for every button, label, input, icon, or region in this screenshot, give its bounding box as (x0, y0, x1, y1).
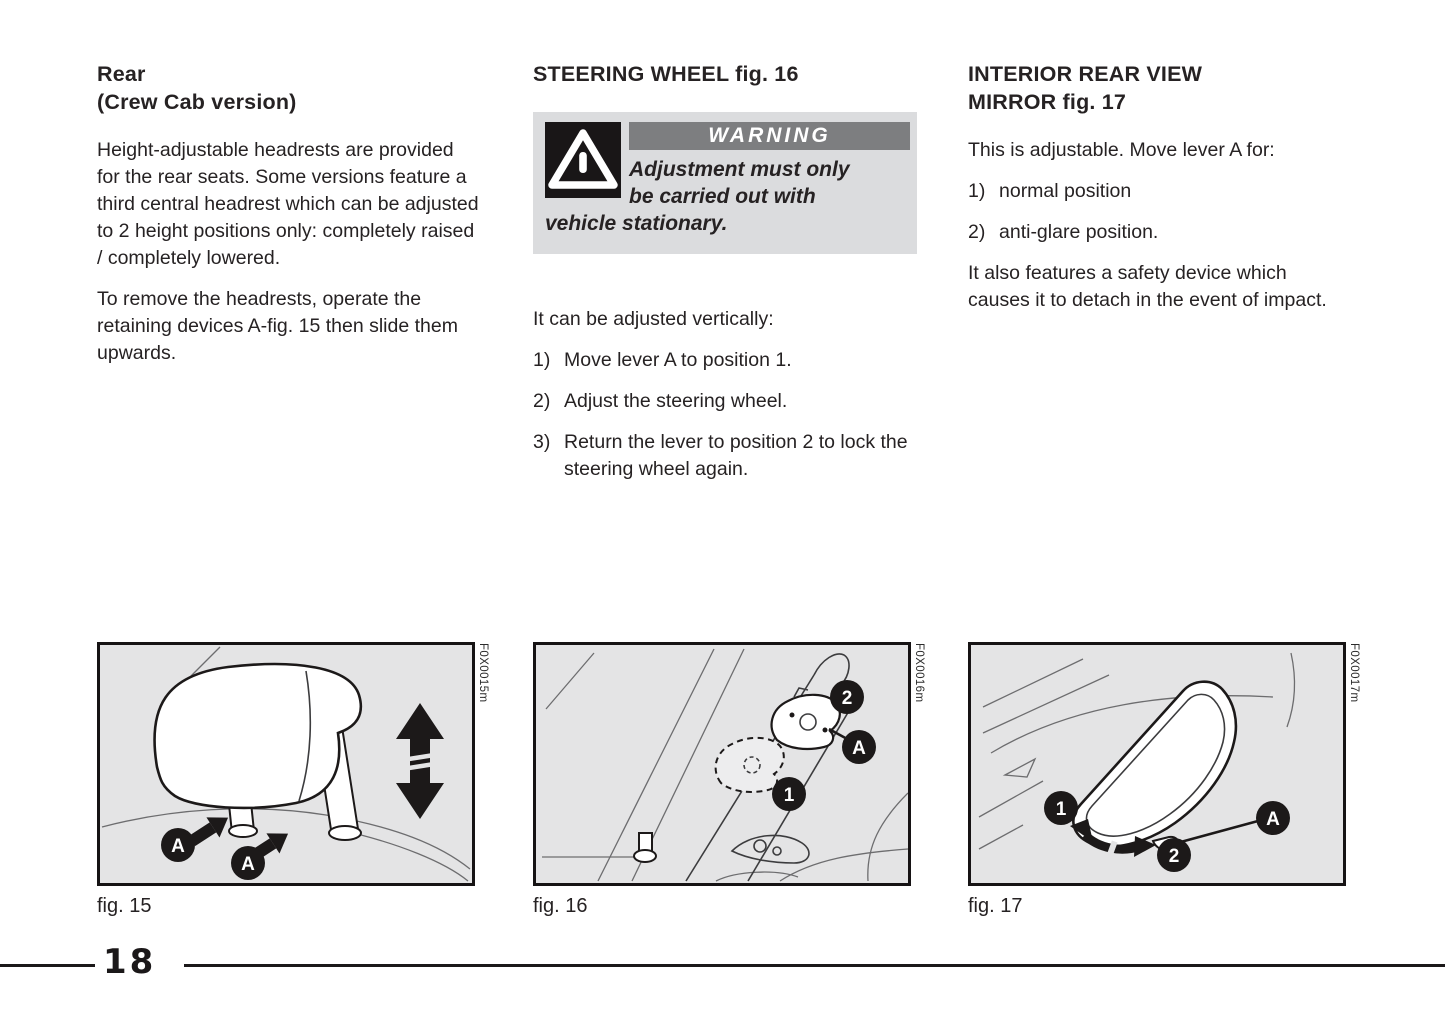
lever-position-2 (772, 688, 840, 749)
figure-17-photo-code: F0X0017m (1348, 643, 1360, 703)
item-text: normal position (999, 180, 1132, 202)
headrest-illustration (100, 645, 472, 883)
badge-a-label: A (241, 854, 255, 875)
figure-17-caption: fig. 17 (968, 895, 1023, 917)
mirror-body (1073, 682, 1236, 847)
section-heading-mirror (968, 60, 1352, 116)
figure-15-caption: fig. 15 (97, 895, 152, 917)
step-number: 3) (533, 431, 551, 453)
footer-rule-left (0, 964, 95, 967)
page-number: 18 (103, 942, 157, 982)
figure-17-frame (968, 642, 1360, 886)
paragraph-headrests-info: Height-adjustable headrests are provided for the rear seats. Some versions feature a third central headrest which can be adjusted to 2 height positions only: completely raised / completely lowered. (97, 139, 479, 269)
column-steering-wheel (533, 60, 917, 497)
figure-17 (968, 642, 1360, 918)
figure-16-frame (533, 642, 925, 886)
badge-2-label: 2 (841, 688, 853, 709)
paragraph-headrests-removal: To remove the headrests, operate the retaining devices A-fig. 15 then slide them upwards. (97, 288, 458, 364)
section-heading-rear (97, 60, 481, 116)
item-number: 1) (968, 180, 986, 202)
warning-text-line: be carried out with (629, 185, 816, 208)
item-text: anti-glare position. (999, 221, 1159, 243)
warning-title-bar: WARNING (629, 122, 910, 150)
heading-line: MIRROR fig. 17 (968, 90, 1127, 114)
heading-line: (Crew Cab version) (97, 90, 297, 114)
figure-15 (97, 642, 489, 918)
warning-text-line: vehicle stationary. (545, 212, 728, 235)
step-number: 2) (533, 390, 551, 412)
figure-15-frame (97, 642, 489, 886)
footer-rule-right (184, 964, 1445, 967)
column-rear-view-mirror (968, 60, 1352, 328)
heading-line: Rear (97, 62, 146, 86)
list-item-mirror-2 (968, 219, 1352, 246)
paragraph-safety-device: It also features a safety device which causes it to detach in the event of impact. (968, 262, 1327, 311)
warning-box (533, 112, 917, 254)
column-rear-headrests (97, 60, 481, 381)
step-text: Adjust the steering wheel. (564, 390, 788, 412)
rear-view-mirror-illustration (971, 645, 1343, 883)
steering-column-illustration (536, 645, 908, 883)
list-item-step-2 (533, 388, 917, 415)
step-number: 1) (533, 349, 551, 371)
badge-2-label: 2 (1168, 846, 1180, 867)
step-text: Return the lever to position 2 to lock the steering wheel again. (564, 431, 908, 480)
paragraph-mirror-intro: This is adjustable. Move lever A for: (968, 139, 1275, 161)
badge-a-label: A (852, 738, 866, 759)
badge-a-label: A (1266, 809, 1280, 830)
warning-triangle-icon (545, 122, 621, 198)
heading-line: INTERIOR REAR VIEW (968, 62, 1203, 86)
badge-1-label: 1 (783, 785, 795, 806)
figure-16 (533, 642, 925, 918)
list-item-step-1 (533, 347, 917, 374)
step-text: Move lever A to position 1. (564, 349, 792, 371)
figure-16-photo-code: F0X0016m (913, 643, 925, 703)
paragraph-adjust-intro: It can be adjusted vertically: (533, 308, 774, 330)
badge-1-label: 1 (1055, 799, 1067, 820)
warning-text-line: Adjustment must only (629, 158, 850, 181)
badge-a-label: A (171, 836, 185, 857)
figure-16-caption: fig. 16 (533, 895, 588, 917)
section-heading-steering-wheel: STEERING WHEEL fig. 16 (533, 62, 799, 86)
list-item-mirror-1 (968, 178, 1352, 205)
figure-15-photo-code: F0X0015m (477, 643, 489, 703)
item-number: 2) (968, 221, 986, 243)
lever-position-1-ghost (716, 738, 784, 792)
list-item-step-3 (533, 429, 917, 483)
